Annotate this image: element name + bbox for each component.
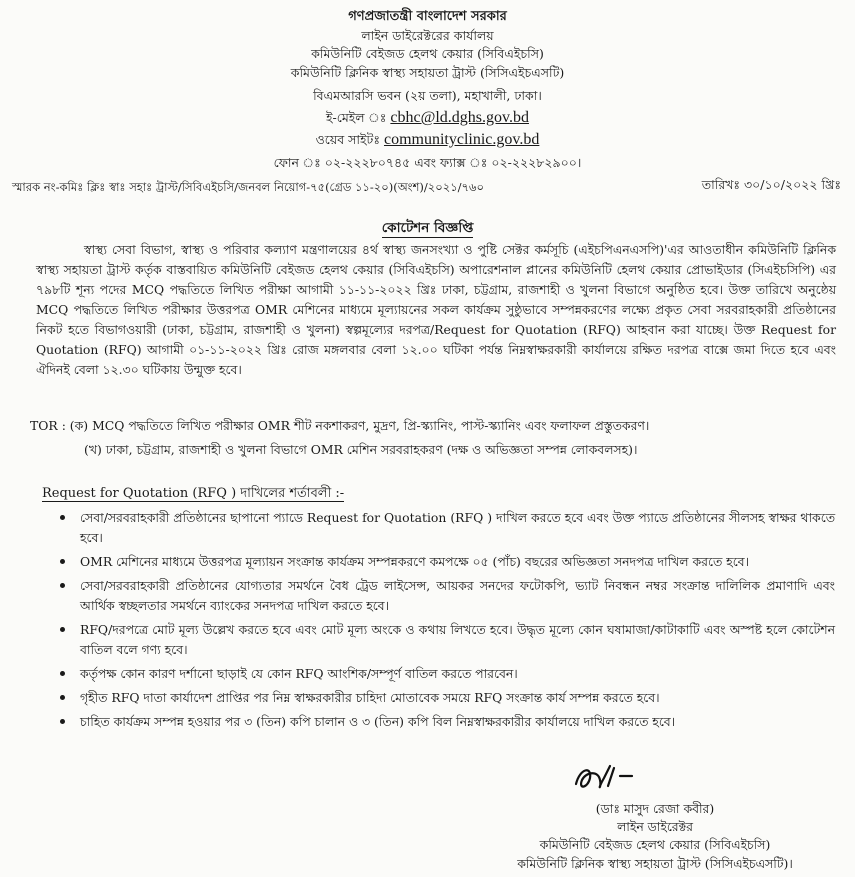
signatory-program: কমিউনিটি বেইজড হেলথ কেয়ার (সিবিএইচসি) xyxy=(539,837,771,852)
website-label: ওয়েব সাইটঃ xyxy=(315,132,380,147)
email-link[interactable]: cbhc@ld.dghs.gov.bd xyxy=(390,109,529,126)
office-address: বিএমআরসি ভবন (২য় তলা), মহাখালী, ঢাকা। xyxy=(313,88,542,103)
bullet-icon xyxy=(60,583,65,588)
bullet-icon xyxy=(60,671,65,676)
condition-item: সেবা/সরবরাহকারী প্রতিষ্ঠানের ছাপানো প্যাডে Request for Quotation (RFQ ) দাখিল করতে হবে এবং উক্ত প্যাডে প্রতিষ্ঠানের সীলসহ স্বাক্ষর থাকতে হবে। xyxy=(80,508,835,548)
handwritten-signature xyxy=(570,758,650,798)
bullet-icon xyxy=(60,695,65,700)
condition-item: সেবা/সরবরাহকারী প্রতিষ্ঠানের যোগ্যতার সমর্থনে বৈধ ট্রেড লাইসেন্স, আয়কর সনদের ফটোকপি, ভ্যাট নিবন্ধন নম্বর সংক্রান্ত দালিলিক প্রমাণাদি এবং আর্থিক স্বচ্ছলতার সমর্থনে ব্যাংকের সনদপত্র দাখিল করতে হবে। xyxy=(80,576,835,616)
govt-name: গণপ্রজাতন্ত্রী বাংলাদেশ সরকার xyxy=(348,9,507,24)
website-line xyxy=(0,132,855,148)
office-name: লাইন ডাইরেক্টরের কার্যালয় xyxy=(361,28,494,43)
condition-item: OMR মেশিনের মাধ্যমে উত্তরপত্র মূল্যায়ন সংক্রান্ত কার্যক্রম সম্পন্নকরণে কমপক্ষে ০৫ (পাঁচ) বছরের অভিজ্ঞতা সনদপত্র দাখিল করতে হবে। xyxy=(80,552,835,572)
signatory-name: (ডাঃ মাসুদ রেজা কবীর) xyxy=(595,801,715,816)
tor-item-2: (খ) ঢাকা, চট্টগ্রাম, রাজশাহী ও খুলনা বিভাগে OMR মেশিন সরবরাহকরণ (দক্ষ ও অভিজ্ঞতা সম্পন্ন লোকবলসহ)। xyxy=(84,442,638,457)
conditions-list xyxy=(80,508,835,736)
phone-fax: ফোন ঃ ০২-২২২৮০৭৪৫ এবং ফ্যাক্স ঃ ০২-২২২৮২৯০০। xyxy=(273,155,582,170)
condition-item: গৃহীত RFQ দাতা কার্যাদেশ প্রাপ্তির পর নিম্ন স্বাক্ষরকারীর চাহিদা মোতাবেক সময়ে RFQ সংক্রান্ত কার্য সম্পন্ন করতে হবে। xyxy=(80,688,835,708)
tor-item-1: TOR : (ক) MCQ পদ্ধতিতে লিখিত পরীক্ষার OMR শীট নকশাকরণ, মুদ্রণ, প্রি-স্ক্যানিং, পাস্ট-স্ক্যানিং এবং ফলাফল প্রস্তুতকরণ। xyxy=(30,418,650,433)
bullet-icon xyxy=(60,627,65,632)
email-label: ই-মেইল ঃ xyxy=(326,110,387,125)
notice-title xyxy=(0,217,855,240)
trust-name: কমিউনিটি ক্লিনিক স্বাস্থ্য সহায়তা ট্রাস্ট (সিসিএইচএসটি) xyxy=(290,65,565,80)
condition-item: কর্তৃপক্ষ কোন কারণ দর্শানো ছাড়াই যে কোন RFQ আংশিক/সম্পূর্ণ বাতিল করতে পারবেন। xyxy=(80,664,835,684)
bullet-icon xyxy=(60,719,65,724)
body-paragraph: স্বাস্থ্য সেবা বিভাগ, স্বাস্থ্য ও পরিবার কল্যাণ মন্ত্রণালয়ের ৪র্থ স্বাস্থ্য জনসংখ্যা ও পুষ্টি সেক্টর কর্মসূচি (এইচপিএনএসপি)'এর আওতাধীন কমিউনিটি ক্লিনিক স্বাস্থ্য সহায়তা ট্রাস্ট কর্তৃক বাস্তবায়িত কমিউনিটি বেইজড হেলথ কেয়ার (সিবিএইচসি) অপারেশনাল প্লানের কমিউনিটি হেলথ কেয়ার প্রোভাইডার (সিএইচসিপি) এর ৭৯৮টি শূন্য পদের MCQ পদ্ধতিতে লিখিত পরীক্ষা আগামী ১১-১১-২০২২ খ্রিঃ ঢাকা, চট্টগ্রাম, রাজশাহী ও খুলনা বিভাগে অনুষ্ঠিত হবে। উক্ত তারিখে অনুষ্ঠেয় MCQ পদ্ধতিতে লিখিত পরীক্ষার উত্তরপত্র OMR মেশিনের মাধ্যমে মূল্যায়নের সকল কার্যক্রম সুষ্ঠুভাবে সম্পন্নকরণের লক্ষ্যে প্রকৃত সেবা সরবরাহকারী প্রতিষ্ঠানের নিকট হতে বিভাগওয়ারী (ঢাকা, চট্টগ্রাম, রাজশাহী ও খুলনা) স্বল্পমূল্যের দরপত্র/Request for Quotation (RFQ) আহবান করা যাচ্ছে। উক্ত Request for Quotation (RFQ) আগামী ০১-১১-২০২২ খ্রিঃ রোজ মঙ্গলবার বেলা ১২.০০ ঘটিকা পর্যন্ত নিম্নস্বাক্ষরকারী কার্যালয়ে রক্ষিত দরপত্র বাক্সে জমা দিতে হবে এবং ঐদিনই বেলা ১২.৩০ ঘটিকায় উন্মুক্ত হবে। xyxy=(36,242,836,377)
condition-item: RFQ/দরপত্রে মোট মূল্য উল্লেখ করতে হবে এবং মোট মূল্য অংকে ও কথায় লিখতে হবে। উদ্ধৃত মূল্যে কোন ঘষামাজা/কাটাকাটি এবং অস্পষ্ট হলে কোটেশন বাতিল বলে গণ্য হবে। xyxy=(80,620,835,660)
conditions-title xyxy=(42,484,344,505)
website-link[interactable]: communityclinic.gov.bd xyxy=(383,131,540,148)
notice-title-text: কোটেশন বিজ্ঞপ্তি xyxy=(381,220,474,236)
conditions-title-text: Request for Quotation (RFQ ) দাখিলের শর্তাবলী :- xyxy=(42,486,345,501)
signatory-designation: লাইন ডাইরেক্টর xyxy=(617,819,693,834)
memo-number: স্মারক নং-কমিঃ ক্লিঃ স্বাঃ সহাঃ ট্রাস্ট/সিবিএইচসি/জনবল নিয়োগ-৭৫(গ্রেড ১১-২০)(অংশ)/২০২১/৭৬০ xyxy=(12,180,484,194)
signatory-trust: কমিউনিটি ক্লিনিক স্বাস্থ্য সহায়তা ট্রাস্ট (সিসিএইচএসটি)। xyxy=(517,856,793,871)
bullet-icon xyxy=(60,559,65,564)
program-name: কমিউনিটি বেইজড হেলথ কেয়ার (সিবিএইচসি) xyxy=(311,46,544,61)
issue-date: তারিখঃ ৩০/১০/২০২২ খ্রিঃ xyxy=(701,177,841,192)
bullet-icon xyxy=(60,515,65,520)
email-line xyxy=(0,110,855,126)
condition-item: চাহিত কার্যক্রম সম্পন্ন হওয়ার পর ৩ (তিন) কপি চালান ও ৩ (তিন) কপি বিল নিম্নস্বাক্ষরকারীর কার্যালয়ে দাখিল করতে হবে। xyxy=(80,712,835,732)
